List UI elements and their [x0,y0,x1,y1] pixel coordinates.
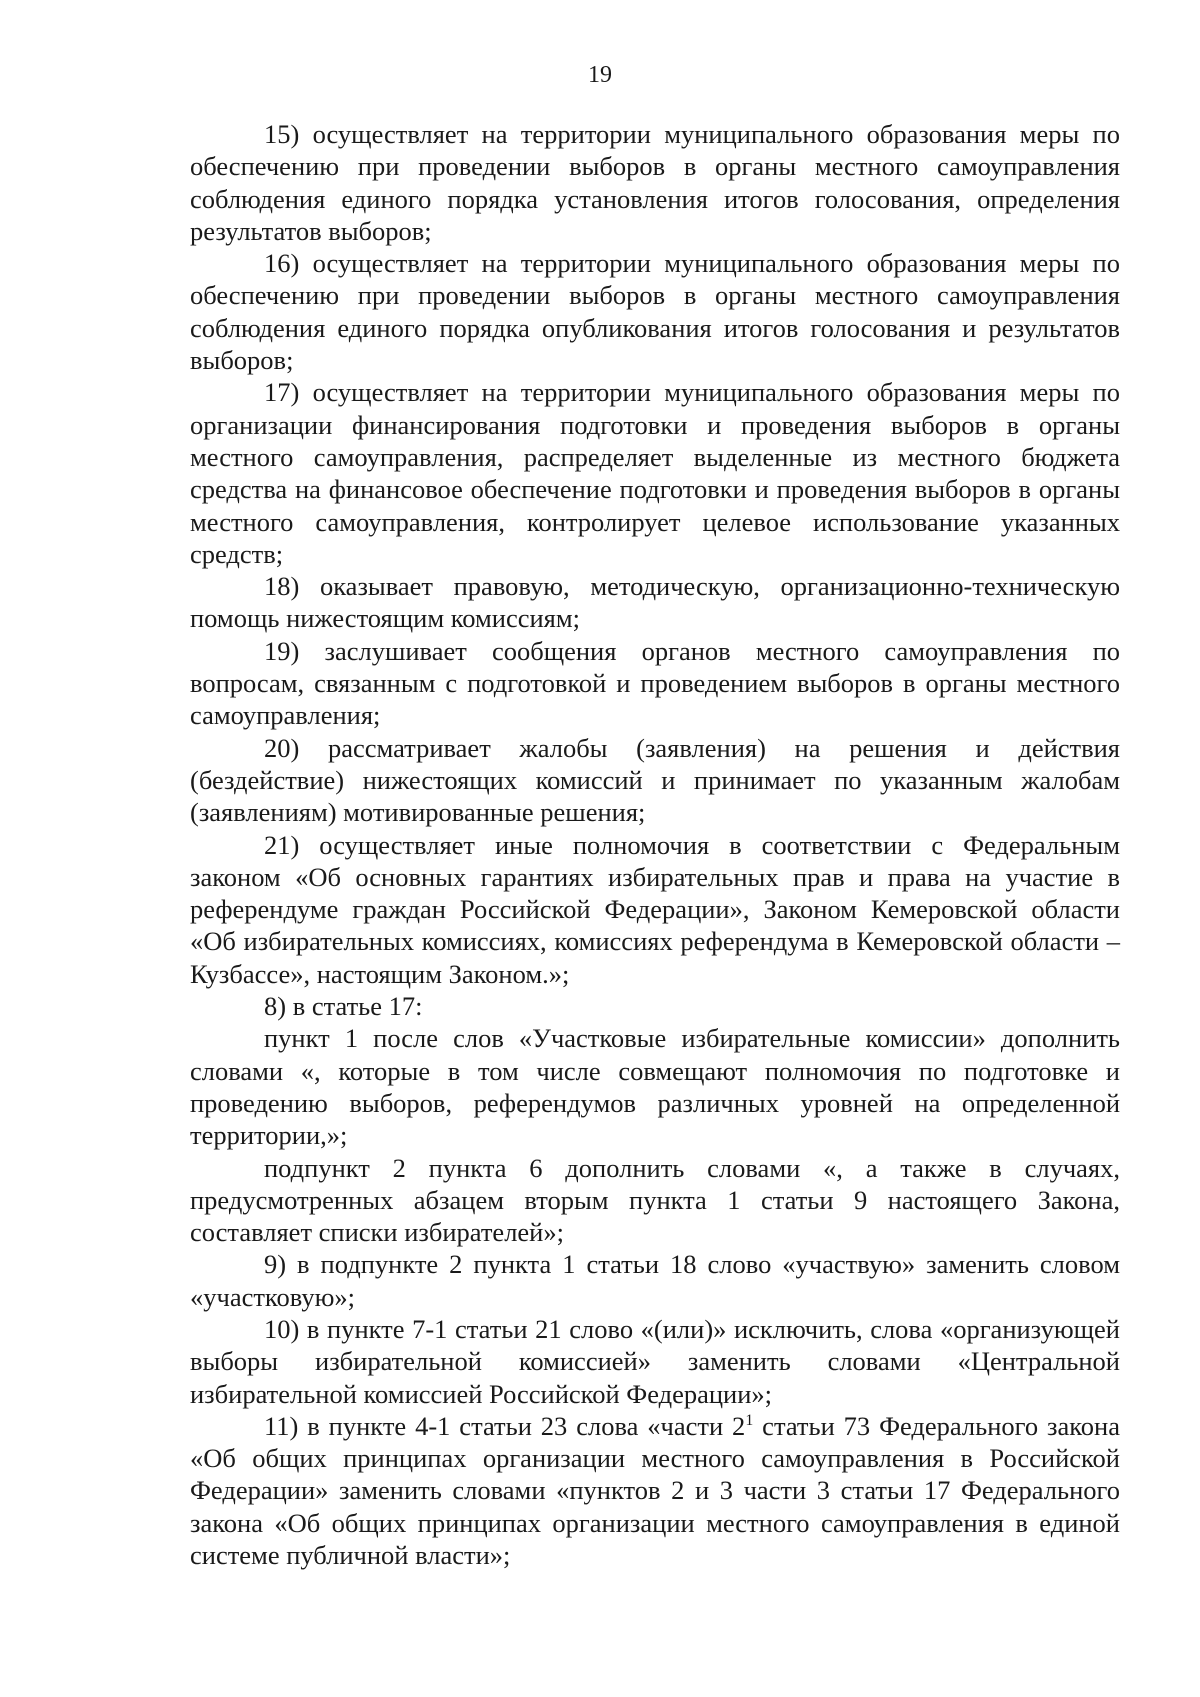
paragraph-item-21: 21) осуществляет иные полномочия в соответствии с Федеральным законом «Об основных гарантиях избирательных прав и права на участие в референдуме граждан Российской Федерации», Законом Кемеровской области «Об избирательных комиссиях, комиссиях референдума в Кемеровской области – Кузбассе», настоящим Законом.»; [190,829,1120,989]
amendment-8-point-1: пункт 1 после слов «Участковые избирательные комиссии» дополнить словами «, которые в том числе совмещают полномочия по подготовке и проведению выборов, референдумов различных уровней на определенной территории,»; [190,1023,1120,1151]
amendment-11-text-end: статьи 73 Федерального закона «Об общих принципах организации местного самоуправления в Российской Федерации» заменить словами «пунктов 2 и 3 части 3 статьи 17 Федерального закона «Об общих принципах организации местного самоуправления в единой системе публичной власти»; [190,1410,1120,1571]
paragraph-item-15: 15) осуществляет на территории муниципального образования меры по обеспечению при проведении выборов в органы местного самоуправления соблюдения единого порядка установления итогов голосования, определения результатов выборов; [190,119,1120,246]
paragraph-item-19: 19) заслушивает сообщения органов местного самоуправления по вопросам, связанным с подготовкой и проведением выборов в органы местного самоуправления; [190,635,1120,731]
amendment-8-heading: 8) в статье 17: [264,991,423,1022]
amendment-10: 10) в пункте 7-1 статьи 21 слово «(или)» исключить, слова «организующей выборы избирательной комиссией» заменить словами «Центральной избирательной комиссией Российской Федерации»; [190,1313,1120,1409]
paragraph-item-16: 16) осуществляет на территории муниципального образования меры по обеспечению при проведении выборов в органы местного самоуправления соблюдения единого порядка опубликования итогов голосования и результатов выборов; [190,248,1120,376]
superscript: 1 [745,1412,754,1430]
amendment-11 [190,1410,1120,1571]
paragraph-item-20: 20) рассматривает жалобы (заявления) на решения и действия (бездействие) нижестоящих комиссий и принимает по указанным жалобам (заявлениям) мотивированные решения; [190,732,1120,828]
amendment-9: 9) в подпункте 2 пункта 1 статьи 18 слово «участвую» заменить словом «участковую»; [190,1249,1120,1312]
page-number: 19 [588,62,612,88]
amendment-8-point-6: подпункт 2 пункта 6 дополнить словами «, а также в случаях, предусмотренных абзацем вторым пункта 1 статьи 9 настоящего Закона, составляет списки избирателей»; [190,1152,1120,1248]
document-body [190,118,1120,1571]
paragraph-item-17: 17) осуществляет на территории муниципального образования меры по организации финансирования подготовки и проведения выборов в органы местного самоуправления, распределяет выделенные из местного бюджета средства на финансовое обеспечение подготовки и проведения выборов в органы местного самоуправления, контролирует целевое использование указанных средств; [190,377,1120,569]
amendment-11-text-start: 11) в пункте 4-1 статьи 23 слова «части 2 [264,1410,746,1441]
paragraph-item-18: 18) оказывает правовую, методическую, организационно-техническую помощь нижестоящим комиссиям; [190,571,1120,634]
